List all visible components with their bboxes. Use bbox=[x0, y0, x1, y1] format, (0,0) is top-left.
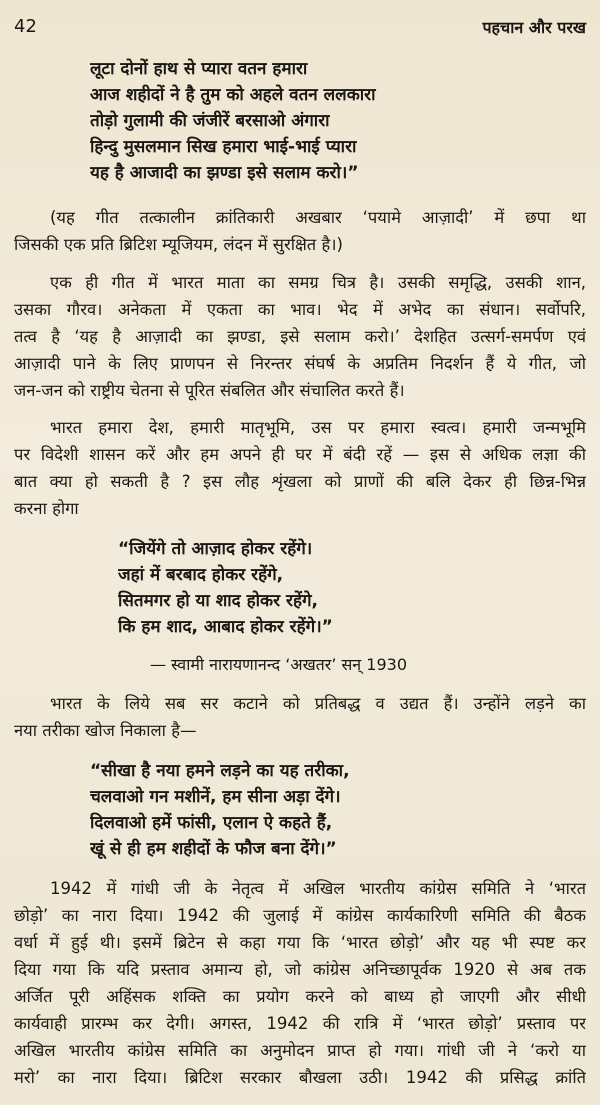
text-line: आज़ादी पाने के लिए प्राणपन से निरन्तर संघर्ष के अप्रतिम निदर्शन हैं ये गीत, जो bbox=[14, 354, 586, 373]
poem-line: चलवाओ गन मशीनें, हम सीना अड़ा देंगे। bbox=[90, 787, 341, 807]
poem-line: कि हम शाद, आबाद होकर रहेंगे।” bbox=[118, 617, 333, 637]
text-line: जन-जन को राष्ट्रीय चेतना से पूरित संबलित और संचालित करते हैं। bbox=[14, 381, 405, 400]
text-line: छोड़ो’ का नारा दिया। 1942 की जुलाई में कांग्रेस कार्यकारिणी समिति की बैठक bbox=[14, 906, 586, 925]
poem-new-way bbox=[90, 758, 570, 862]
poem-line: सितमगर हो या शाद होकर रहेंगे, bbox=[118, 591, 318, 611]
poem-line: “सीखा है नया हमने लड़ने का यह तरीका, bbox=[90, 761, 350, 781]
poem-line: खूं से ही हम शहीदों के फौज बना देंगे।” bbox=[90, 839, 337, 859]
page-number: 42 bbox=[14, 16, 37, 37]
running-title: पहचान और परख bbox=[482, 18, 586, 37]
poem-line: तोड़ो गुलामी की जंजीरें बरसाओ अंगारा bbox=[90, 111, 330, 131]
poem-attribution: — स्वामी नारायणानन्द ‘अखतर’ सन् 1930 bbox=[150, 655, 407, 674]
text-line: 1942 में गांधी जी के नेतृत्व में अखिल भारतीय कांग्रेस समिति ने ‘भारत bbox=[50, 879, 586, 898]
paragraph-three bbox=[14, 690, 586, 744]
poem-line: हिन्दु मुसलमान सिख हमारा भाई-भाई प्यारा bbox=[90, 137, 357, 157]
poem-freedom-flag bbox=[90, 56, 560, 186]
text-line: (यह गीत तत्कालीन क्रांतिकारी अखबार ‘पयामे आज़ादी’ में छपा था bbox=[50, 208, 586, 227]
poem-line: यह है आजादी का झण्डा इसे सलाम करो।” bbox=[90, 163, 359, 183]
text-line: अर्जित पूरी अहिंसक शक्ति का प्रयोग करने को बाध्य हो जाएगी और सीधी bbox=[14, 987, 586, 1006]
text-line: करना होगा bbox=[14, 499, 79, 518]
page-header bbox=[14, 16, 586, 42]
poem-line: दिलवाओ हमें फांसी, एलान ऐ कहते हैं, bbox=[90, 813, 333, 833]
text-line: भारत हमारा देश, हमारी मातृभूमि, उस पर हमारा स्वत्व। हमारी जन्मभूमि bbox=[50, 418, 586, 437]
text-line: बात क्या हो सकती है ? इस लौह शृंखला को प्राणों की बलि देकर ही छिन्न-भिन्न bbox=[14, 472, 586, 491]
poem-line: आज शहीदों ने है तुम को अहले वतन ललकारा bbox=[90, 85, 376, 105]
text-line: अखिल भारतीय कांग्रेस समिति का अनुमोदन प्राप्त हो गया। गांधी जी ने ‘करो या bbox=[14, 1041, 586, 1060]
text-line: जिसकी एक प्रति ब्रिटिश म्यूजियम, लंदन में सुरक्षित है।) bbox=[14, 235, 343, 254]
text-line: भारत के लिये सब सर कटाने को प्रतिबद्ध व उद्यत हैं। उन्होंने लड़ने का bbox=[50, 694, 586, 713]
text-line: वर्धा में हुई थी। इसमें ब्रिटेन से कहा गया कि ‘भारत छोड़ो’ और यह भी स्पष्ट कर bbox=[14, 933, 586, 952]
text-line: तत्व है ‘यह है आज़ादी का झण्डा, इसे सलाम करो।’ देशहित उत्सर्ग-समर्पण एवं bbox=[14, 327, 586, 346]
poem-line: लूटा दोनों हाथ से प्यारा वतन हमारा bbox=[90, 59, 308, 79]
poem-line: जहां में बरबाद होकर रहेंगे, bbox=[118, 565, 284, 585]
text-line: नया तरीका खोज निकाला है— bbox=[14, 721, 197, 740]
text-line: पर विदेशी शासन करें और हम अपने ही घर में बंदी रहें — इस से अधिक लज्ञा की bbox=[14, 445, 586, 464]
paragraph-two bbox=[14, 414, 586, 522]
text-line: उसका गौरव। अनेकता में एकता का भाव। भेद में अभेद का संधान। सर्वोपरि, bbox=[14, 300, 586, 319]
text-line: मरो’ का नारा दिया। ब्रिटिश सरकार बौखला उठी। 1942 की प्रसिद्ध क्रांति bbox=[14, 1068, 586, 1087]
text-line: कार्यवाही प्रारम्भ कर देगी। अगस्त, 1942 की रात्रि में ‘भारत छोड़ो’ प्रस्ताव पर bbox=[14, 1014, 586, 1033]
text-line: एक ही गीत में भारत माता का समग्र चित्र है। उसकी समृद्धि, उसकी शान, bbox=[50, 273, 586, 292]
text-line: दिया गया कि यदि प्रस्ताव अमान्य हो, जो कांग्रेस अनिच्छापूर्वक 1920 से अब तक bbox=[14, 960, 586, 979]
paragraph-four bbox=[14, 875, 586, 1091]
paragraph-one bbox=[14, 269, 586, 404]
source-note bbox=[14, 204, 586, 258]
poem-line: “जियेंगे तो आज़ाद होकर रहेंगे। bbox=[118, 539, 313, 559]
poem-azad bbox=[118, 536, 568, 640]
